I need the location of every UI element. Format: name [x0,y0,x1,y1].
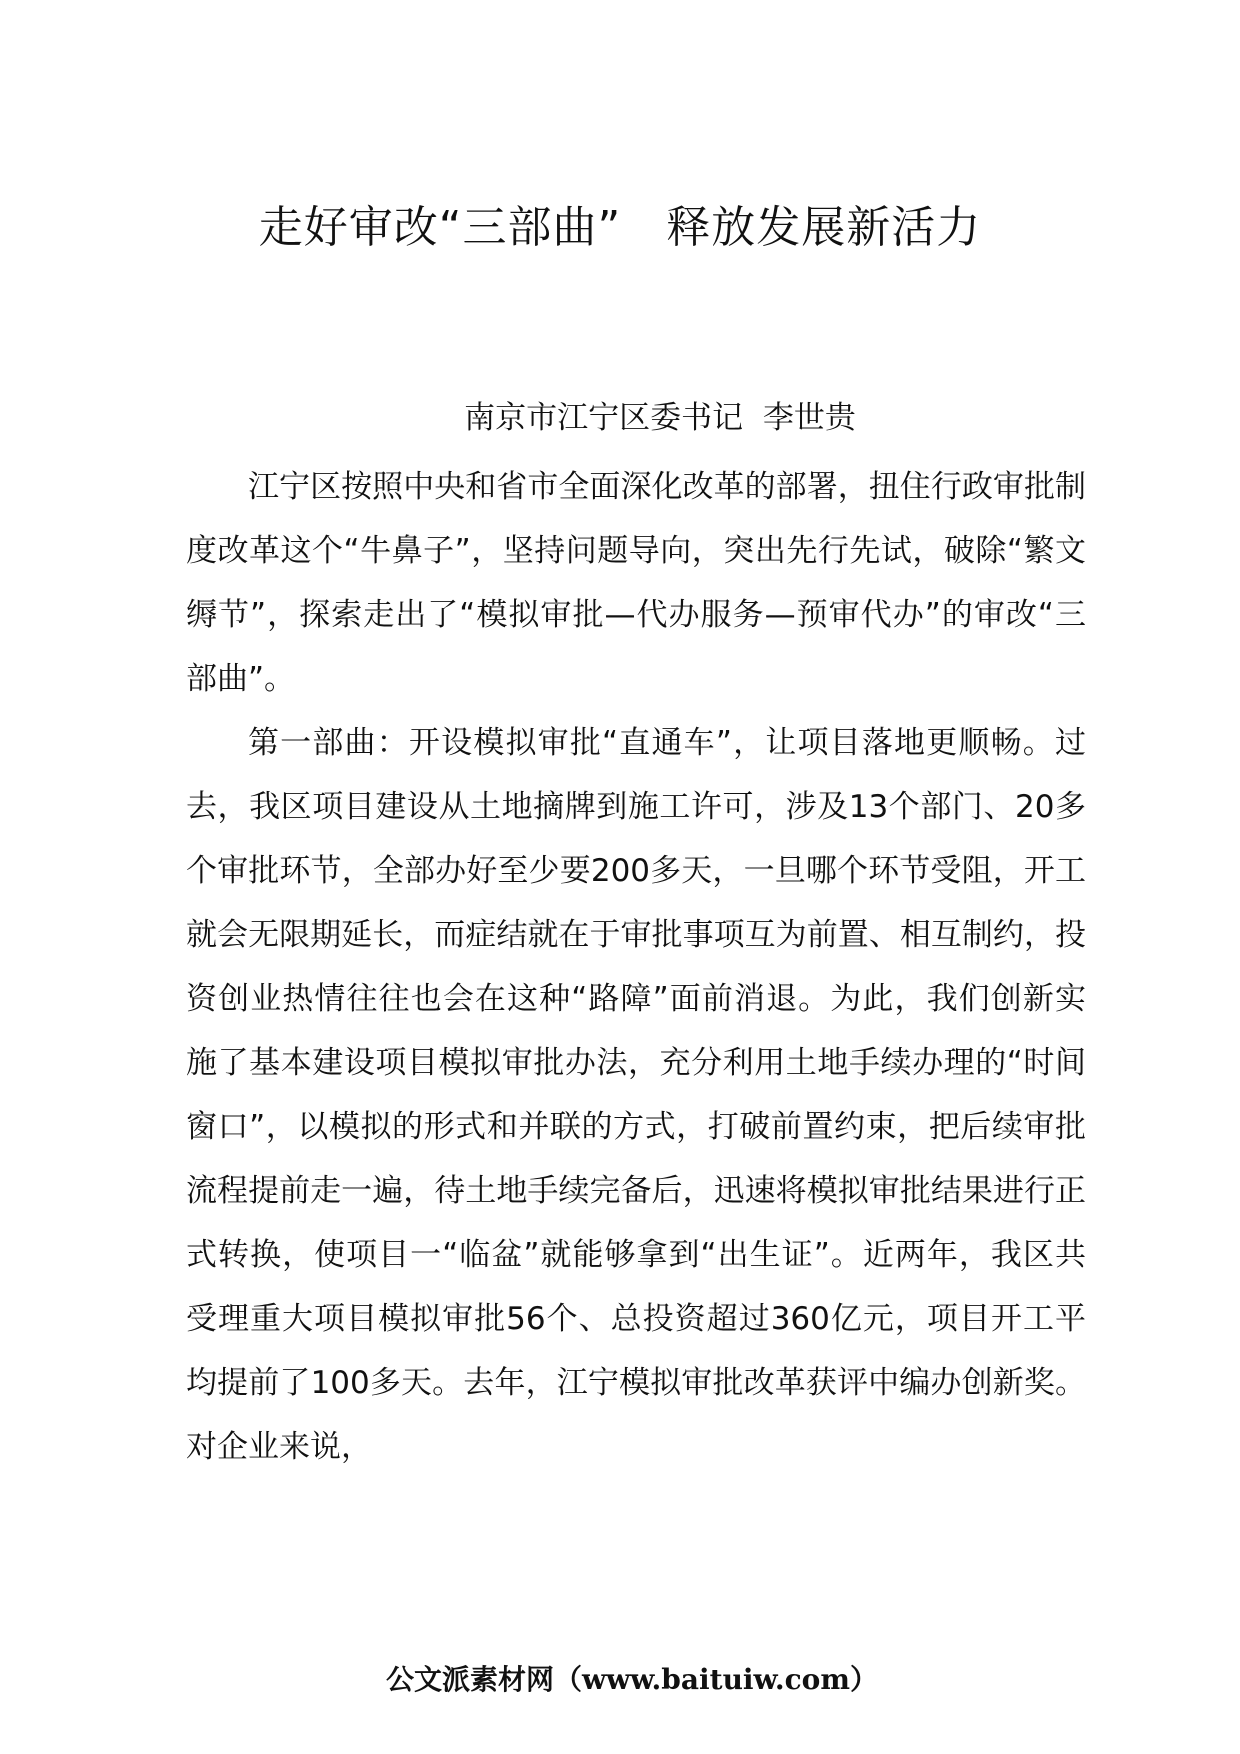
footer-watermark: 公文派素材网（www.baituiw.com） [386,1663,878,1696]
paragraph-first-movement: 第一部曲：开设模拟审批“直通车”，让项目落地更顺畅。过去，我区项目建设从土地摘牌到施工许可，涉及13个部门、20多个审批环节，全部办好至少要200多天，一旦哪个环节受阻，开工就会无限期延长，而症结就在于审批事项互为前置、相互制约，投资创业热情往往也会在这种“路障”面前消退。为此，我们创新实施了基本建设项目模拟审批办法，充分利用土地手续办理的“时间窗口”，以模拟的形式和并联的方式，打破前置约束，把后续审批流程提前走一遍，待土地手续完备后，迅速将模拟审批结果进行正式转换，使项目一“临盆”就能够拿到“出生证”。近两年，我区共受理重大项目模拟审批56个、总投资超过360亿元，项目开工平均提前了100多天。去年，江宁模拟审批改革获评中编办创新奖。对企业来说， [186,725,1086,1465]
document-title: 走好审改“三部曲” 释放发展新活力 [258,202,982,253]
paragraph-intro: 江宁区按照中央和省市全面深化改革的部署，扭住行政审批制度改革这个“牛鼻子”，坚持问题导向，突出先行先试，破除“繁文缛节”，探索走出了“模拟审批—代办服务—预审代办”的审改“三部曲”。 [186,469,1086,697]
document-body [186,455,1086,1479]
author-byline: 南京市江宁区委书记 李世贵 [464,400,856,436]
